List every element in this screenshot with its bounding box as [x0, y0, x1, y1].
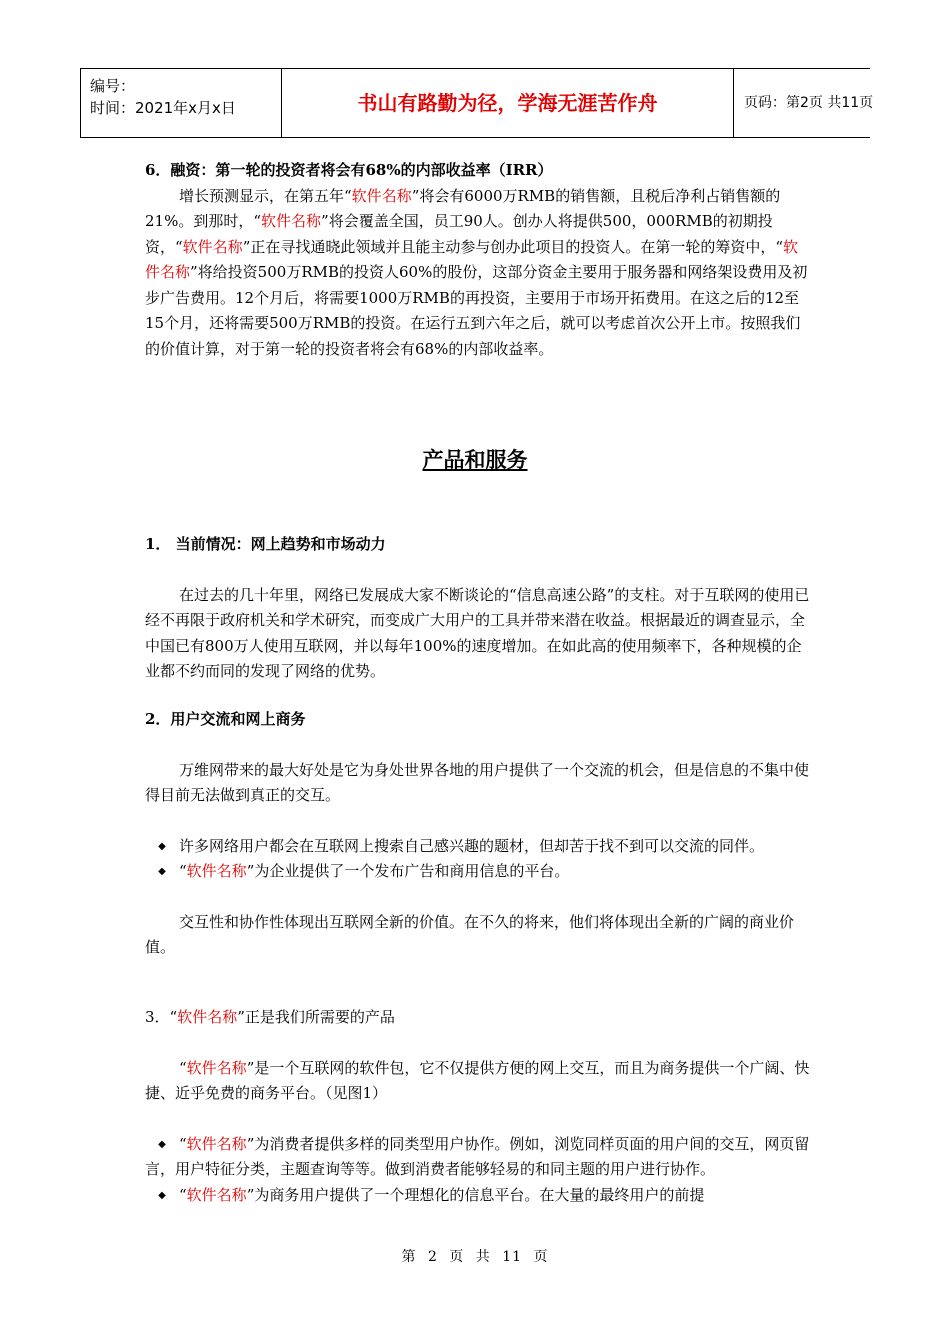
section-financing-paragraph	[145, 184, 810, 363]
bullet-item	[145, 859, 810, 885]
product-name: 软件名称	[186, 1058, 247, 1077]
text-run: 许多网络用户都会在互联网上搜索自己感兴趣的题材，但却苦于找不到可以交流的同伴。	[179, 836, 765, 855]
text-run: ”正是我们所需要的产品	[237, 1008, 395, 1026]
header-id-label: 编号：	[90, 77, 136, 95]
header-meta	[80, 69, 282, 137]
section-3-paragraph	[145, 1056, 810, 1107]
product-name: 软件名称	[351, 186, 412, 205]
text-run: ”为企业提供了一个发布广告和商用信息的平台。	[246, 862, 570, 880]
header-page-info: 页码：第2页 共11页	[744, 95, 874, 111]
text-run: 3．“	[145, 1008, 178, 1026]
header-motto: 书山有路勤为径，学海无涯苦作舟	[282, 69, 734, 137]
section-user-exchange	[145, 707, 810, 961]
diamond-bullet-icon: ◆	[158, 840, 166, 852]
text-run: “	[179, 1134, 187, 1153]
text-run: “	[179, 862, 187, 880]
diamond-bullet-icon: ◆	[158, 866, 166, 877]
section-1-title: 1． 当前情况：网上趋势和市场动力	[145, 535, 386, 553]
page-header	[80, 68, 874, 138]
product-name: 软件名称	[261, 212, 322, 230]
section-3-title	[145, 1005, 810, 1031]
text-run: ”将会覆盖全国，员工90人。创办人将提供500，000RMB的初期投资，“	[145, 212, 773, 256]
section-financing	[145, 158, 810, 362]
section-1-paragraph: 在过去的几十年里，网络已发展成大家不断谈论的“信息高速公路”的支柱。对于互联网的使用已经不再限于政府机关和学术研究，而变成广大用户的工具并带来潜在收益。根据最近的调查显示，全中国已有800万人使用互联网，并以每年100%的速度增加。在如此高的使用频率下，各种规模的企业都不约而同的发现了网络的优势。	[145, 585, 810, 680]
header-time-label: 时间：2021年x月x日	[90, 99, 236, 117]
product-name: 软件名称	[186, 1134, 247, 1153]
section-financing-title: 6．融资：第一轮的投资者将会有68%的内部收益率（IRR）	[145, 161, 553, 179]
product-name: 软件名称	[186, 1185, 247, 1204]
bullet-item	[145, 1183, 810, 1209]
text-run: ”将给投资500万RMB的投资人60%的股份，这部分资金主要用于服务器和网络架设费用及初步广告费用。12个月后，将需要1000万RMB的再投资，主要用于市场开拓费用。在这之后的12至15个月，还将需要500万RMB的投资。在运行五到六年之后，就可以考虑首次公开上市。按照我们的价值计算，对于第一轮的投资者将会有68%的内部收益率。	[145, 263, 808, 358]
section-2-paragraph-2: 交互性和协作性体现出互联网全新的价值。在不久的将来，他们将体现出全新的广阔的商业价值。	[145, 912, 795, 956]
diamond-bullet-icon: ◆	[158, 1138, 166, 1150]
section-2-paragraph: 万维网带来的最大好处是它为身处世界各地的用户提供了一个交流的机会，但是信息的不集中使得目前无法做到真正的交互。	[145, 760, 810, 804]
bullet-item	[145, 1132, 810, 1183]
page-footer: 第 2 页 共 11 页	[401, 1249, 549, 1265]
bullet-item	[145, 834, 810, 860]
product-name: 软件名称	[177, 1008, 238, 1026]
text-run: ”为消费者提供多样的同类型用户协作。例如，浏览同样页面的用户间的交互，网页留言，用户特征分类，主题查询等等。做到消费者能够轻易的和同主题的用户进行协作。	[145, 1134, 810, 1178]
section-product	[145, 1005, 810, 1208]
text-run: “	[179, 1058, 187, 1077]
product-name: 软件名称	[182, 237, 243, 256]
text-run: “	[179, 1185, 187, 1204]
section-2-title: 2．用户交流和网上商务	[145, 710, 306, 728]
section-current-status	[145, 532, 810, 685]
products-heading: 产品和服务	[422, 447, 528, 472]
text-run: ”为商务用户提供了一个理想化的信息平台。在大量的最终用户的前提	[246, 1185, 705, 1204]
product-name: 软件名称	[186, 862, 247, 880]
product-name: 软件名称	[145, 237, 799, 281]
text-run: ”是一个互联网的软件包，它不仅提供方便的网上交互，而且为商务提供一个广阔、快捷、近乎免费的商务平台。（见图1）	[145, 1058, 810, 1102]
diamond-bullet-icon: ◆	[158, 1189, 166, 1201]
text-run: 增长预测显示，在第五年“	[179, 186, 352, 205]
text-run: ”正在寻找通晓此领域并且能主动参与创办此项目的投资人。在第一轮的筹资中，“	[242, 237, 784, 256]
text-run: ”将会有6000万RMB的销售额，且税后净利占销售额的21%。到那时，“	[145, 186, 781, 230]
